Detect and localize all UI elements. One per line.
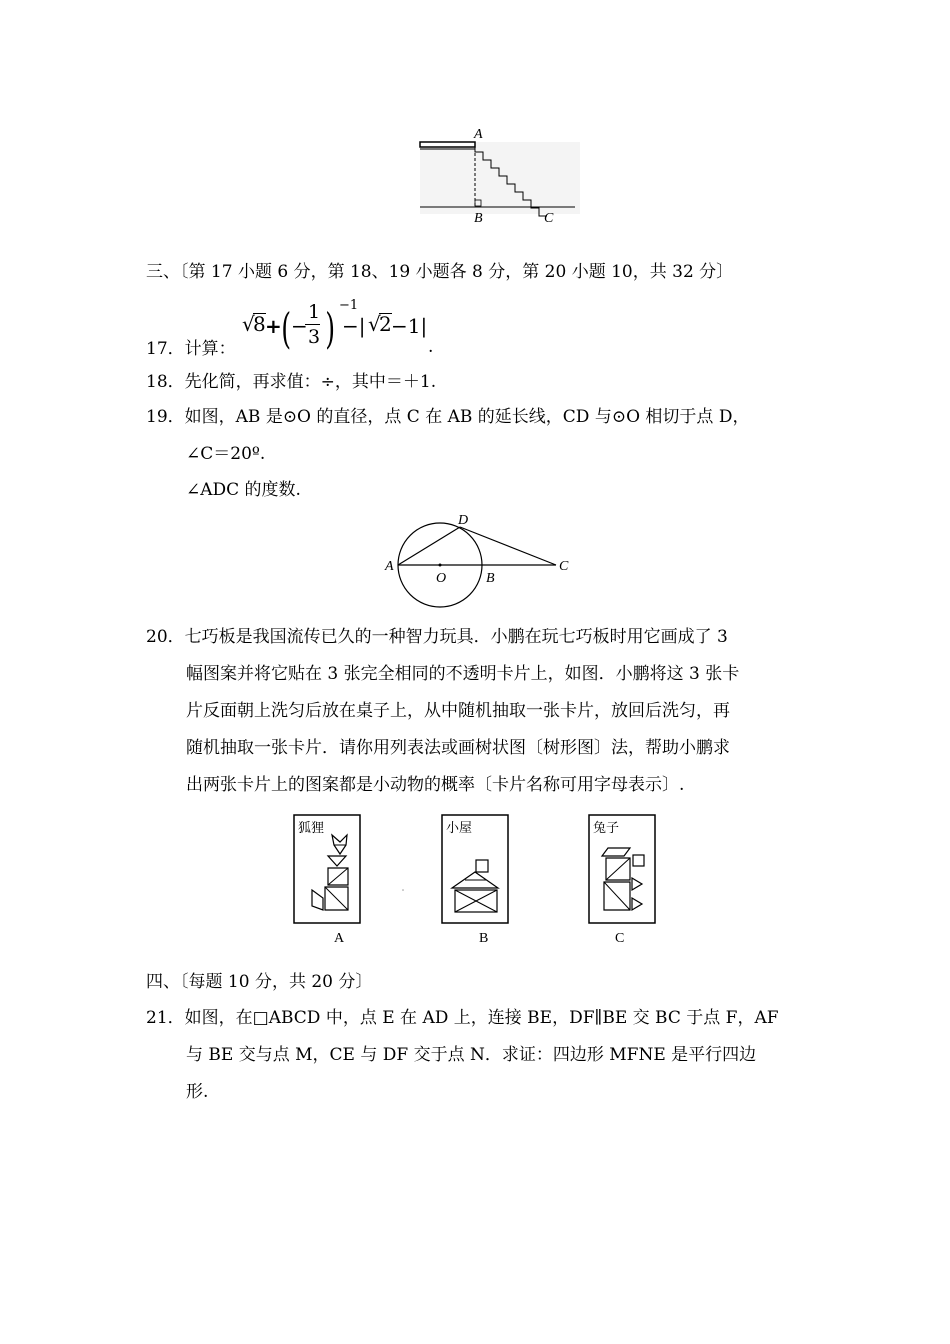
section-4-heading: 四、〔每题 10 分，共 20 分〕: [146, 972, 373, 992]
question-text-line-1: 如图，AB 是⊙O 的直径，点 C 在 AB 的延长线，CD 与⊙O 相切于点 D，: [184, 407, 750, 427]
card-label: C: [615, 931, 625, 946]
label-c: C: [544, 211, 554, 226]
q21-line-3: 形.: [186, 1082, 209, 1102]
circle-tangent-figure: [380, 510, 580, 615]
card-title: 小屋: [446, 820, 473, 835]
q20-line-4: 随机抽取一张卡片．请你用列表法或画树状图〔树形图〕法，帮助小鹏求: [186, 738, 730, 758]
card-fox: [294, 815, 360, 946]
card-label: A: [334, 931, 345, 946]
question-text: 计算：: [184, 339, 236, 359]
label-d: D: [458, 513, 469, 528]
question-number: 17．: [146, 339, 185, 359]
question-21: [146, 1006, 779, 1030]
label-b: B: [474, 211, 483, 226]
card-title: 兔子: [593, 820, 620, 835]
q20-line-2: 幅图案并将它贴在 3 张完全相同的不透明卡片上，如图．小鹏将这 3 张卡: [186, 664, 740, 684]
label-c: C: [559, 559, 569, 574]
question-text: 先化简，再求值：÷，其中＝＋1.: [184, 372, 437, 392]
question-number: 21．: [146, 1008, 185, 1028]
label-a: A: [474, 127, 483, 142]
q19-line-3: ∠ADC 的度数.: [186, 480, 301, 500]
question-19: [146, 405, 749, 429]
stairs-figure: [415, 122, 580, 227]
card-title: 狐狸: [298, 820, 325, 835]
question-17: [146, 337, 236, 361]
q19-line-2: ∠C＝20º.: [186, 444, 266, 464]
question-text-line-1: 如图，在□ABCD 中，点 E 在 AD 上，连接 BE，DF∥BE 交 BC 于点 F，AF: [184, 1008, 779, 1028]
label-o: O: [436, 571, 447, 586]
tangram-cards-figure: [290, 810, 670, 950]
card-label: B: [479, 931, 489, 946]
label-a: A: [385, 559, 394, 574]
question-18: [146, 370, 436, 394]
q20-line-3: 片反面朝上洗匀后放在桌子上，从中随机抽取一张卡片，放回后洗匀，再: [186, 701, 730, 721]
section-3-heading: 三、〔第 17 小题 6 分，第 18、19 小题各 8 分，第 20 小题 10，共 32 分〕: [146, 262, 734, 282]
question-text-line-1: 七巧板是我国流传已久的一种智力玩具．小鹏在玩七巧板时用它画成了 3: [184, 627, 728, 647]
card-rabbit: [589, 815, 655, 946]
card-house: [442, 815, 508, 946]
question-number: 18．: [146, 372, 185, 392]
label-b: B: [486, 571, 495, 586]
question-20: [146, 625, 728, 649]
q17-end: .: [428, 337, 434, 357]
line-dc: [460, 527, 556, 565]
q21-line-2: 与 BE 交与点 M，CE 与 DF 交于点 N．求证：四边形 MFNE 是平行四边: [186, 1045, 757, 1065]
question-number: 19．: [146, 407, 185, 427]
q20-line-5: 出两张卡片上的图案都是小动物的概率〔卡片名称可用字母表示〕.: [186, 775, 685, 795]
line-ad: [398, 527, 460, 565]
question-number: 20．: [146, 627, 185, 647]
